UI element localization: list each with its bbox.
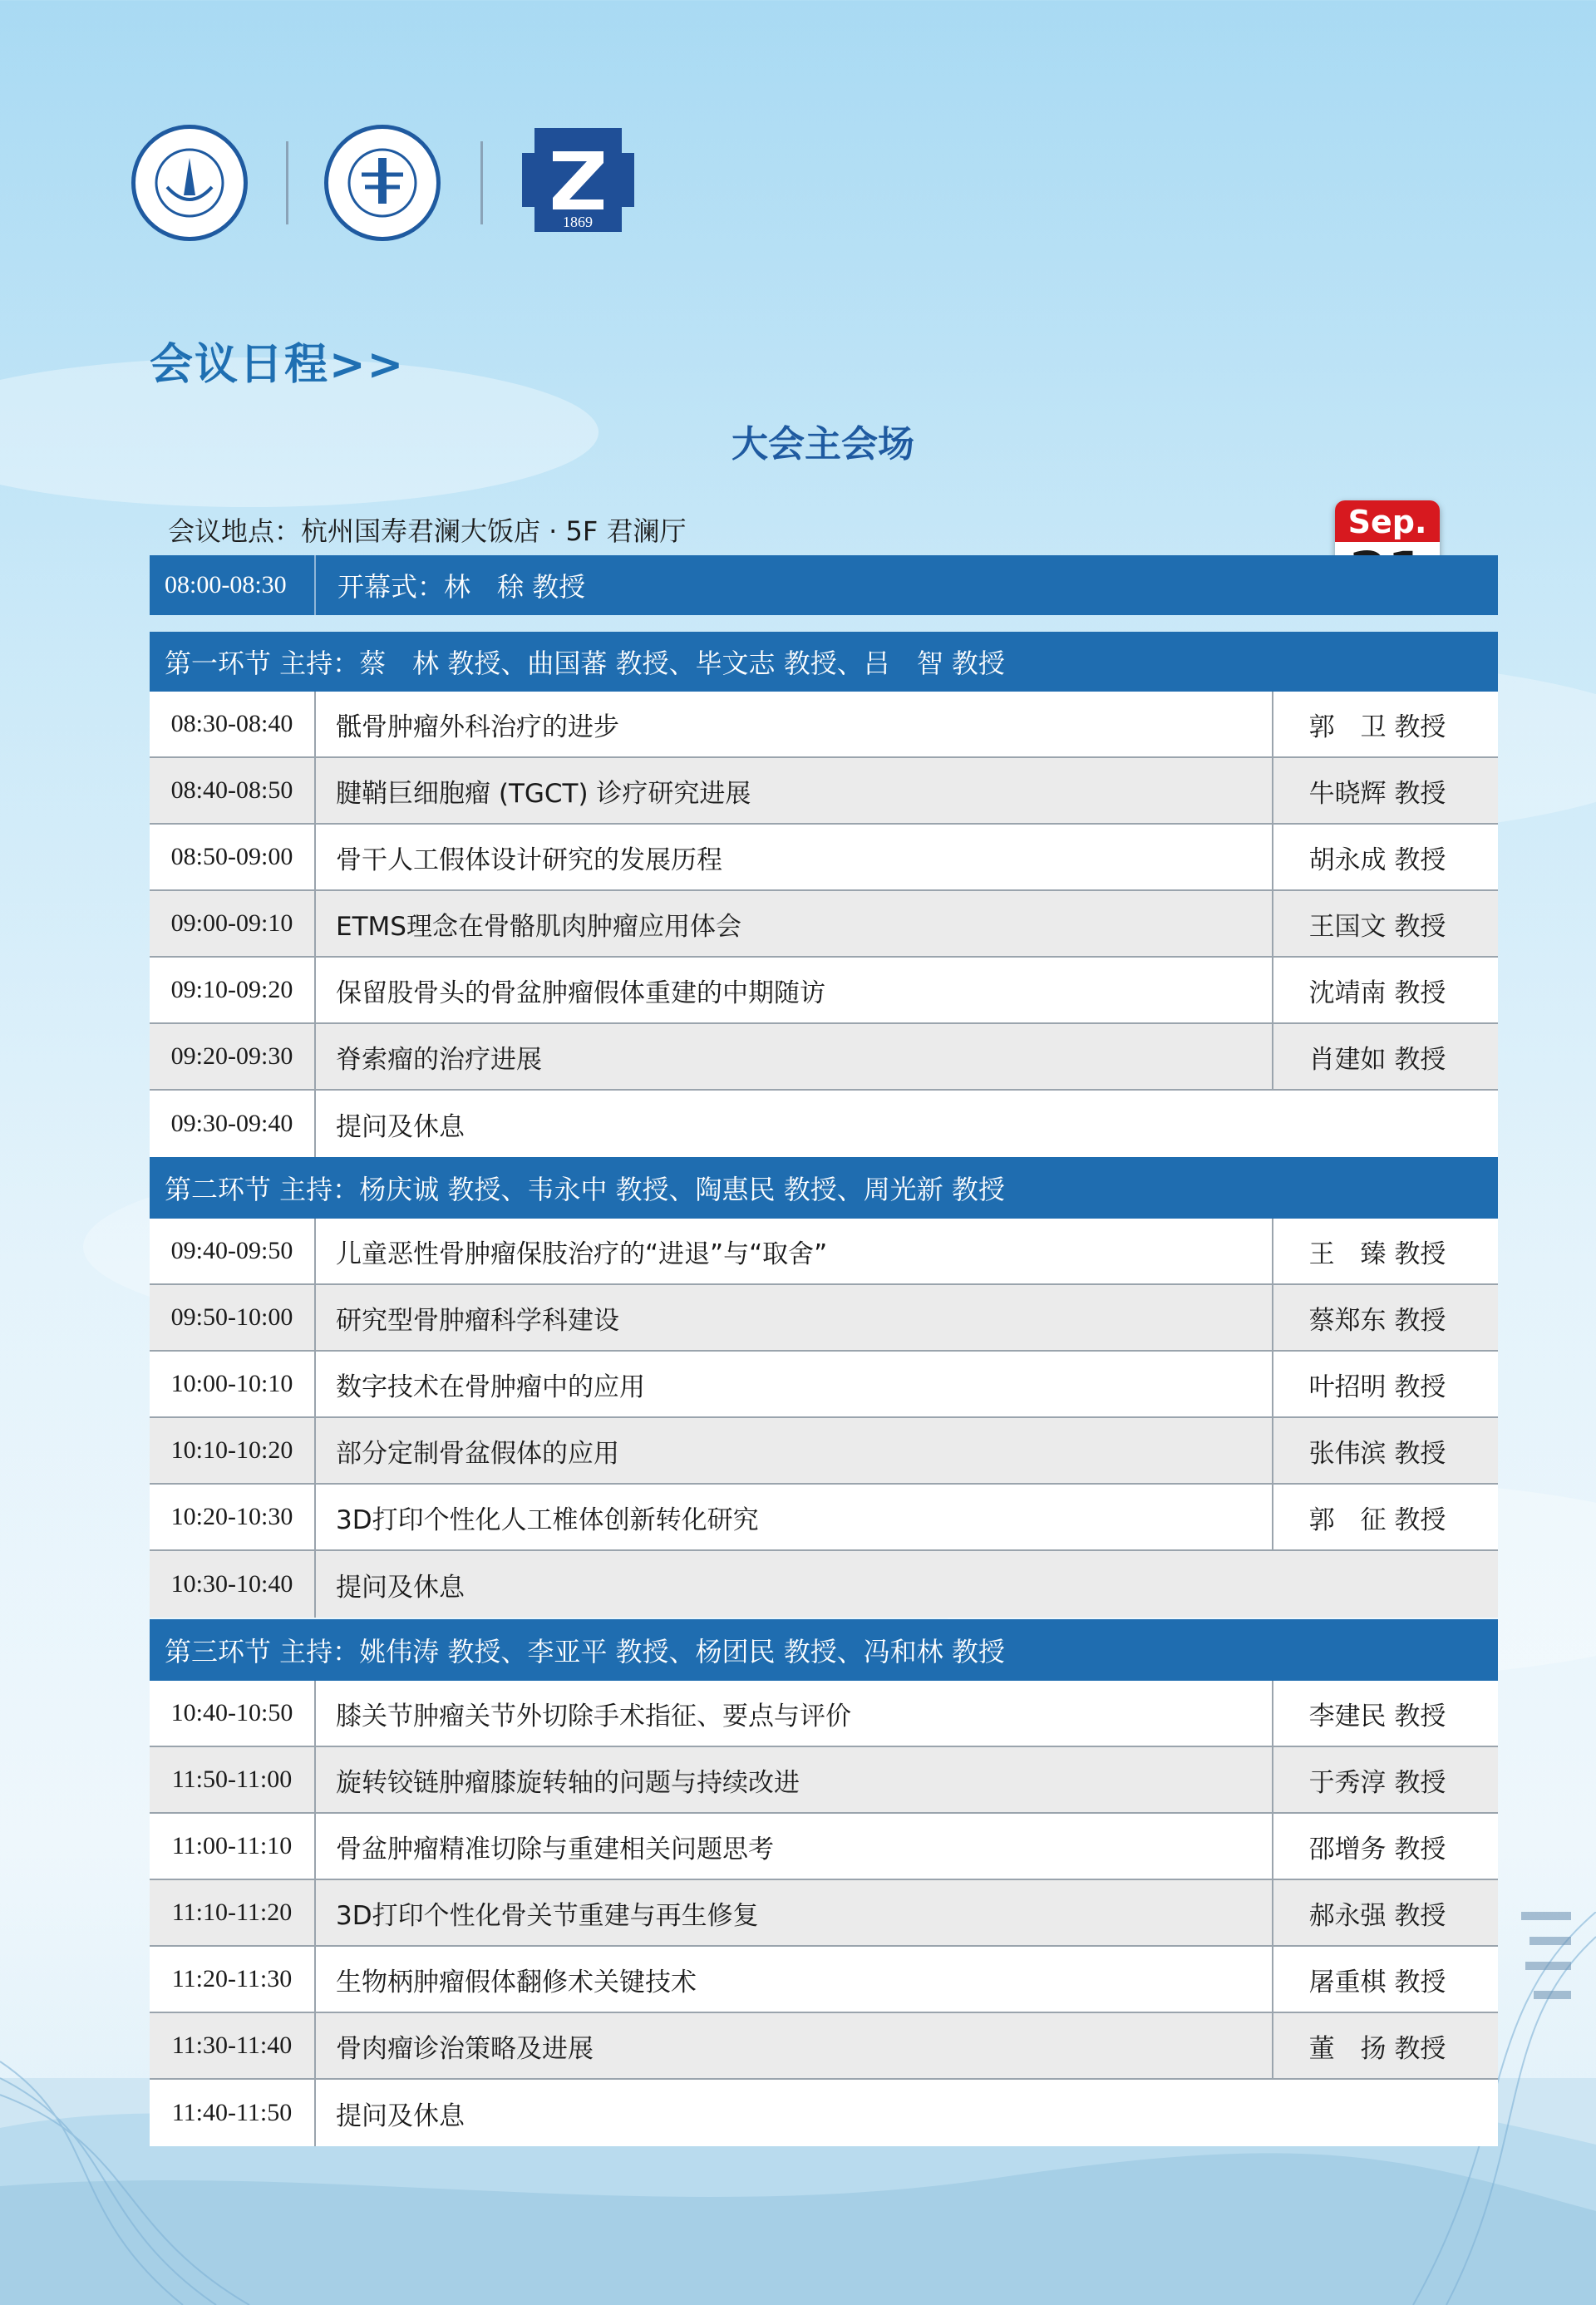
row-topic: 脊索瘤的治疗进展: [336, 1044, 542, 1075]
china-anti-cancer-association-logo: [131, 125, 248, 241]
row-topic: 腱鞘巨细胞瘤 (TGCT) 诊疗研究进展: [336, 778, 751, 809]
table-row: [150, 2013, 1498, 2080]
row-time: 09:10-09:20: [150, 958, 316, 1022]
row-speaker: 于秀淳 教授: [1272, 1747, 1498, 1812]
row-time: 10:20-10:30: [150, 1485, 316, 1549]
logo-year: 1869: [563, 214, 593, 230]
caca-emblem-icon: [135, 129, 244, 237]
table-row: [150, 958, 1498, 1024]
row-speaker: 郝永强 教授: [1272, 1880, 1498, 1945]
row-time: 11:30-11:40: [150, 2013, 316, 2078]
row-time: 10:40-10:50: [150, 1681, 316, 1746]
row-topic: 骨盆肿瘤精准切除与重建相关问题思考: [336, 1834, 774, 1864]
row-topic: 3D打印个性化骨关节重建与再生修复: [336, 1900, 759, 1931]
row-topic: 研究型骨肿瘤科学科建设: [336, 1305, 619, 1336]
row-time: 11:10-11:20: [150, 1880, 316, 1945]
row-topic: 儿童恶性骨肿瘤保肢治疗的“进退”与“取舍”: [336, 1239, 828, 1269]
row-topic: 生物柄肿瘤假体翻修术关键技术: [336, 1967, 697, 1997]
row-topic: 部分定制骨盆假体的应用: [336, 1438, 619, 1469]
table-row: [150, 1880, 1498, 1947]
row-speaker: 李建民 教授: [1272, 1681, 1498, 1746]
row-time: 09:00-09:10: [150, 891, 316, 956]
table-row: [150, 1814, 1498, 1880]
row-speaker: 邵增务 教授: [1272, 1814, 1498, 1879]
row-speaker: 王 臻 教授: [1272, 1219, 1498, 1283]
session-header: 第三环节 主持：姚伟涛 教授、李亚平 教授、杨团民 教授、冯和林 教授: [150, 1619, 1498, 1681]
opening-text: 开幕式：林 稌 教授: [337, 571, 586, 603]
table-row-break: [150, 2080, 1498, 2146]
table-row: [150, 891, 1498, 958]
table-row-break: [150, 1091, 1498, 1157]
section-heading: 会议日程>>: [150, 340, 406, 390]
row-speaker: 屠重棋 教授: [1272, 1947, 1498, 2012]
row-speaker: 胡永成 教授: [1272, 825, 1498, 889]
row-speaker: 郭 征 教授: [1272, 1485, 1498, 1549]
opening-row: [150, 555, 1498, 615]
table-row: [150, 825, 1498, 891]
row-topic: 骶骨肿瘤外科治疗的进步: [336, 712, 619, 742]
row-time: 10:30-10:40: [150, 1551, 316, 1618]
row-speaker: 叶招明 教授: [1272, 1352, 1498, 1416]
row-time: 11:20-11:30: [150, 1947, 316, 2012]
table-row: [150, 1352, 1498, 1418]
row-speaker: 董 扬 教授: [1272, 2013, 1498, 2078]
table-row: [150, 1024, 1498, 1091]
row-topic: 提问及休息: [336, 2101, 465, 2131]
row-speaker: 沈靖南 教授: [1272, 958, 1498, 1022]
row-time: 08:30-08:40: [150, 692, 316, 756]
row-speaker: 王国文 教授: [1272, 891, 1498, 956]
calendar-month: Sep.: [1335, 500, 1440, 542]
row-time: 08:40-08:50: [150, 758, 316, 823]
row-topic: 旋转铰链肿瘤膝旋转轴的问题与持续改进: [336, 1767, 800, 1798]
row-speaker: 郭 卫 教授: [1272, 692, 1498, 756]
table-row: [150, 1285, 1498, 1352]
venue-title: 大会主会场: [732, 423, 914, 465]
session-header: 第一环节 主持：蔡 林 教授、曲国蕃 教授、毕文志 教授、吕 智 教授: [150, 632, 1498, 692]
row-time: 11:40-11:50: [150, 2080, 316, 2146]
logo-divider: [480, 141, 483, 224]
row-topic: 骨干人工假体设计研究的发展历程: [336, 845, 722, 875]
hospital-z-logo: [518, 120, 638, 240]
row-time: 10:10-10:20: [150, 1418, 316, 1483]
row-topic: 膝关节肿瘤关节外切除手术指征、要点与评价: [336, 1701, 851, 1731]
row-time: 11:00-11:10: [150, 1814, 316, 1879]
row-time: 09:50-10:00: [150, 1285, 316, 1350]
row-topic: 骨肉瘤诊治策略及进展: [336, 2033, 594, 2064]
table-row: [150, 1485, 1498, 1551]
row-speaker: 牛晓辉 教授: [1272, 758, 1498, 823]
row-speaker: 张伟滨 教授: [1272, 1418, 1498, 1483]
row-time: 09:40-09:50: [150, 1219, 316, 1283]
row-topic: 保留股骨头的骨盆肿瘤假体重建的中期随访: [336, 978, 825, 1008]
session-header: 第二环节 主持：杨庆诚 教授、韦永中 教授、陶惠民 教授、周光新 教授: [150, 1157, 1498, 1219]
row-topic: 数字技术在骨肿瘤中的应用: [336, 1372, 645, 1402]
row-topic: ETMS理念在骨骼肌肉肿瘤应用体会: [336, 911, 741, 942]
row-time: 09:30-09:40: [150, 1091, 316, 1157]
table-row: [150, 1418, 1498, 1485]
row-topic: 提问及休息: [336, 1572, 465, 1603]
zjaca-emblem-icon: [328, 129, 436, 237]
row-topic: 提问及休息: [336, 1111, 465, 1142]
table-row: [150, 692, 1498, 758]
row-speaker: 肖建如 教授: [1272, 1024, 1498, 1089]
table-row: [150, 1747, 1498, 1814]
row-time: 08:50-09:00: [150, 825, 316, 889]
venue-location: 会议地点：杭州国寿君澜大饭店 · 5F 君澜厅: [168, 515, 687, 547]
logo-divider: [286, 141, 288, 224]
row-time: 09:20-09:30: [150, 1024, 316, 1089]
table-row: [150, 1681, 1498, 1747]
table-row: [150, 758, 1498, 825]
row-time: 10:00-10:10: [150, 1352, 316, 1416]
table-row-break: [150, 1551, 1498, 1618]
row-speaker: 蔡郑东 教授: [1272, 1285, 1498, 1350]
row-time: 11:50-11:00: [150, 1747, 316, 1812]
zhejiang-anti-cancer-association-logo: [324, 125, 441, 241]
table-row: [150, 1219, 1498, 1285]
table-row: [150, 1947, 1498, 2013]
opening-time: 08:00-08:30: [150, 555, 316, 615]
row-topic: 3D打印个性化人工椎体创新转化研究: [336, 1505, 759, 1535]
